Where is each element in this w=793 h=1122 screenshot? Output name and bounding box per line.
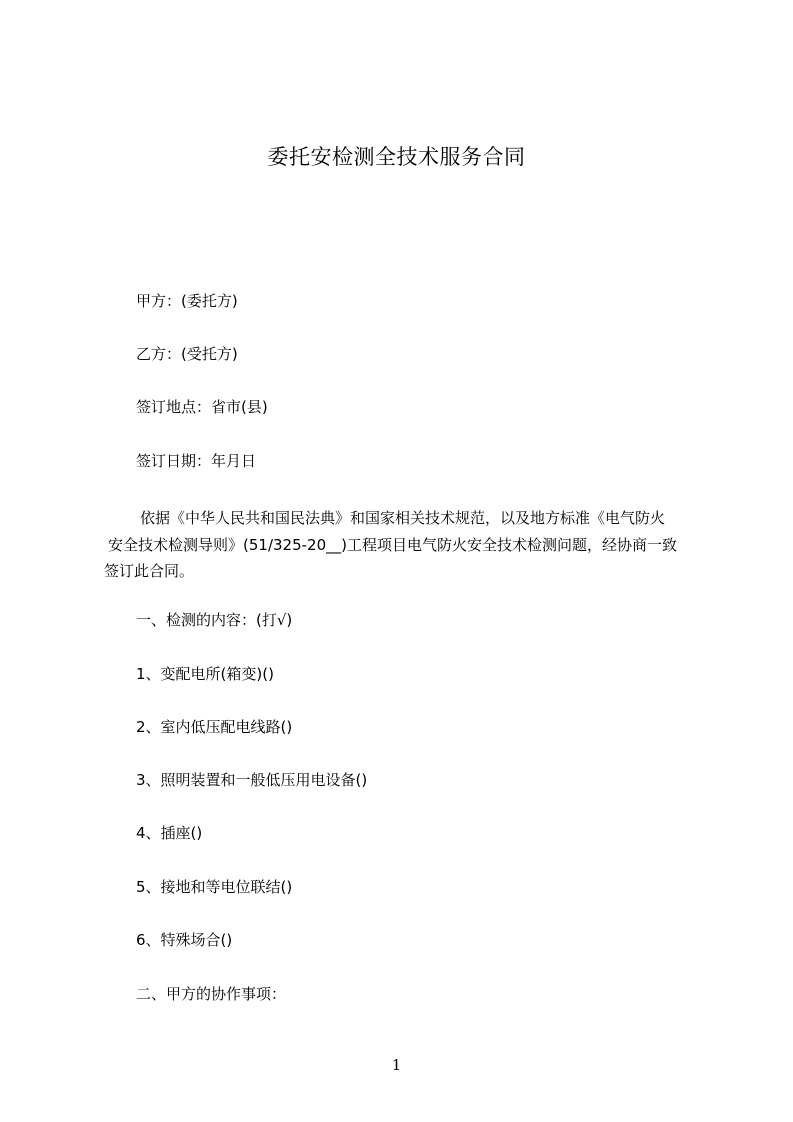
contract-title: 委托安检测全技术服务合同 <box>267 145 526 169</box>
list-item: 5、接地和等电位联结() <box>136 878 293 896</box>
sign-date-line: 签订日期：年月日 <box>136 452 257 470</box>
list-item: 4、插座() <box>136 824 203 842</box>
party-b-line: 乙方：(受托方) <box>136 345 238 363</box>
list-item: 2、室内低压配电线路() <box>136 718 293 736</box>
intro-line: 签订此合同。 <box>104 562 195 580</box>
page-number: 1 <box>391 1056 402 1074</box>
party-a-line: 甲方：(委托方) <box>136 292 238 310</box>
intro-line: 依据《中华人民共和国民法典》和国家相关技术规范，以及地方标准《电气防火 <box>140 509 666 527</box>
section-heading-inspection-content: 一、检测的内容：(打√) <box>136 611 293 629</box>
intro-line: 安全技术检测导则》(51/325-20__)工程项目电气防火安全技术检测问题，经协商一致 <box>108 535 677 554</box>
intro-paragraph <box>104 505 700 585</box>
sign-place-line: 签订地点：省市(县) <box>136 398 268 416</box>
list-item: 6、特殊场合() <box>136 931 233 949</box>
list-item: 3、照明装置和一般低压用电设备() <box>136 771 368 789</box>
list-item: 1、变配电所(箱变)() <box>136 665 274 683</box>
section-heading-party-a-cooperation: 二、甲方的协作事项： <box>136 985 287 1003</box>
